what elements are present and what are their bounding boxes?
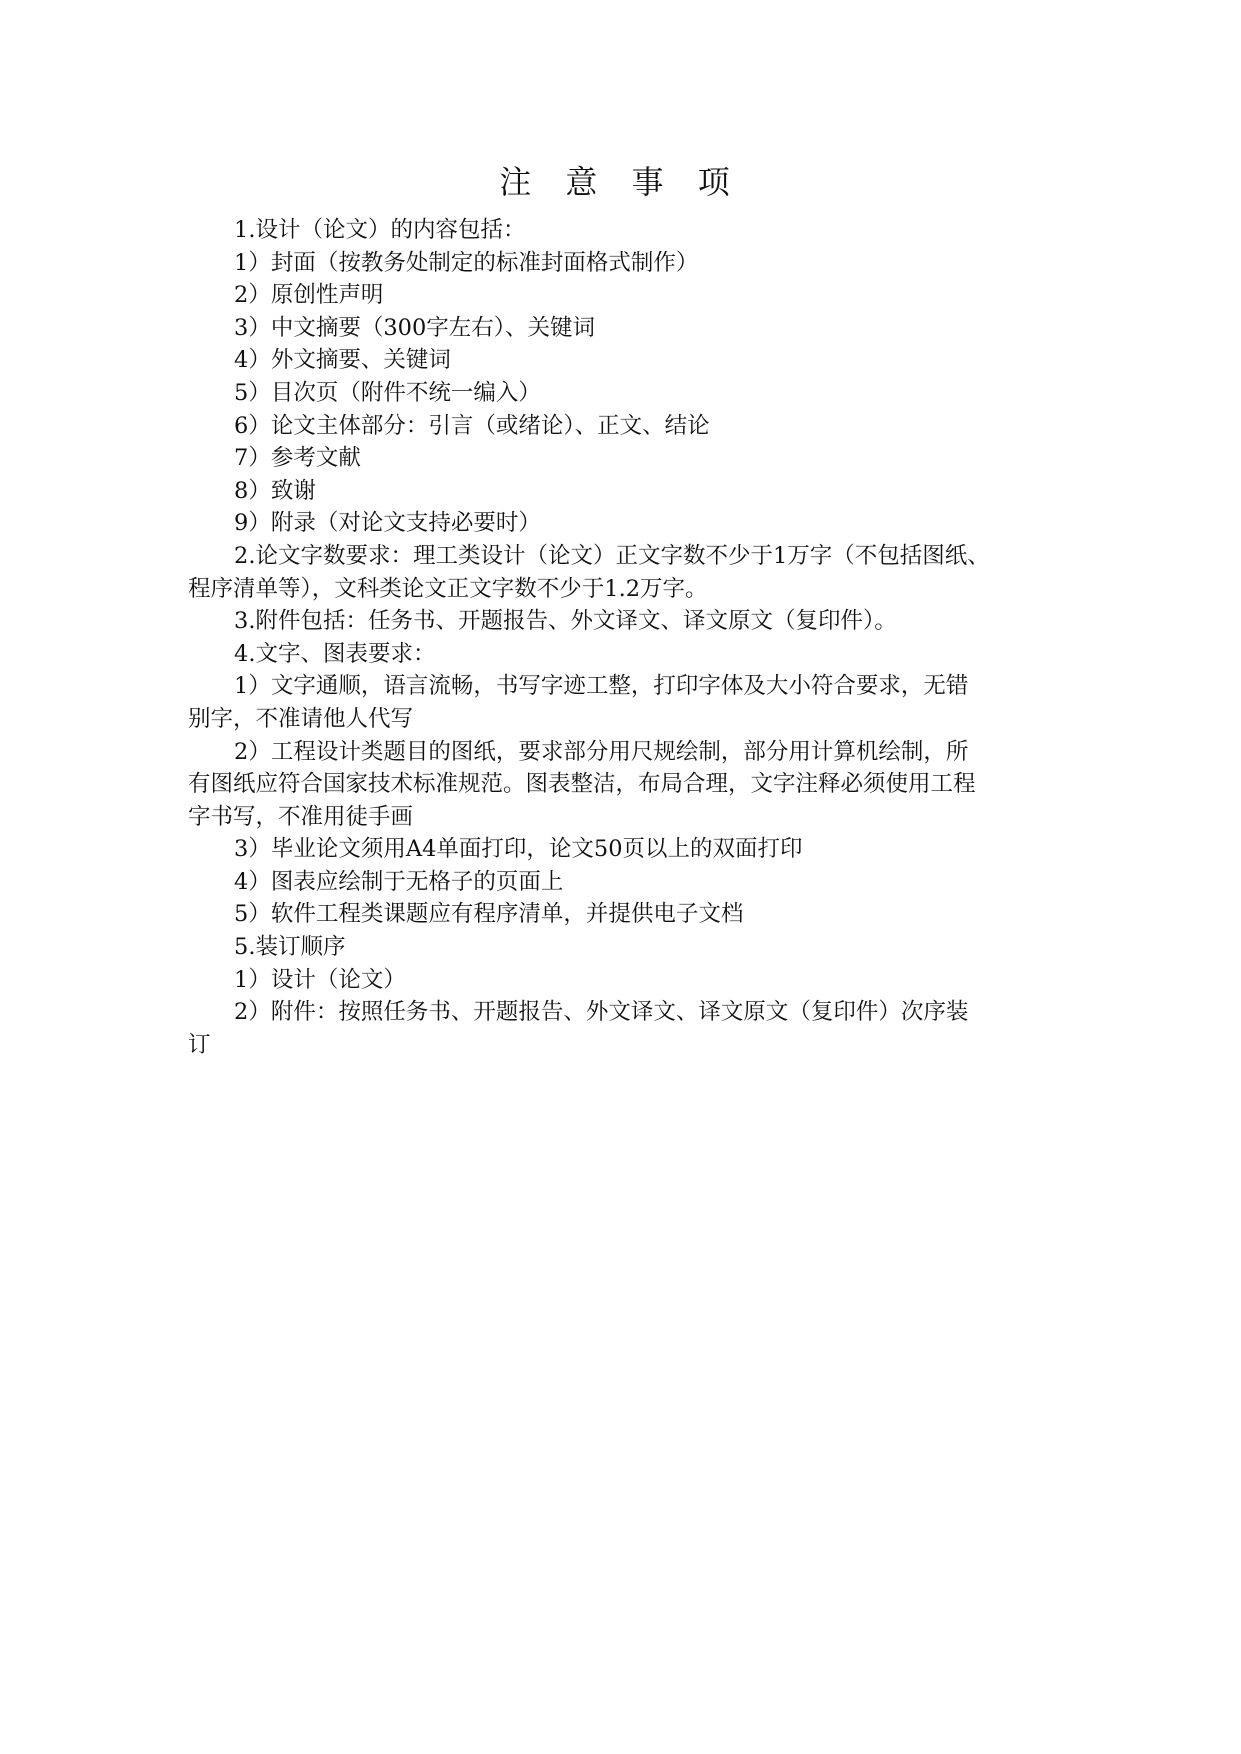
- list-item: 8）致谢: [234, 477, 316, 504]
- list-item: 5.装订顺序: [234, 934, 346, 961]
- list-item-continuation: 字书写，不准用徒手画: [188, 803, 414, 830]
- list-item: 5）目次页（附件不统一编入）: [234, 379, 541, 406]
- list-item: 1.设计（论文）的内容包括：: [234, 217, 526, 243]
- list-item-continuation: 订: [188, 1031, 211, 1058]
- list-item: 4）外文摘要、关键词: [234, 347, 451, 374]
- page-title: 注 意 事 项: [499, 163, 742, 201]
- list-item-continuation: 程序清单等），文科类论文正文字数不少于1.2万字。: [188, 575, 708, 602]
- list-item: 5）软件工程类课题应有程序清单，并提供电子文档: [234, 901, 744, 928]
- list-item: 1）封面（按教务处制定的标准封面格式制作）: [234, 249, 699, 276]
- list-item: 2）工程设计类题目的图纸，要求部分用尺规绘制，部分用计算机绘制，所: [234, 738, 969, 765]
- list-item: 4）图表应绘制于无格子的页面上: [234, 868, 564, 895]
- list-item: 3）毕业论文须用A4单面打印，论文50页以上的双面打印: [234, 836, 803, 863]
- list-item: 2.论文字数要求：理工类设计（论文）正文字数不少于1万字（不包括图纸、: [234, 542, 990, 569]
- list-item-continuation: 别字，不准请他人代写: [188, 705, 414, 732]
- list-item: 2）原创性声明: [234, 282, 384, 309]
- notice-body: [188, 214, 1056, 1061]
- list-item: 1）文字通顺，语言流畅，书写字迹工整，打印字体及大小符合要求，无错: [234, 673, 969, 700]
- list-item: 6）论文主体部分：引言（或绪论）、正文、结论: [234, 412, 710, 439]
- list-item: 9）附录（对论文支持必要时）: [234, 510, 541, 537]
- list-item: 3）中文摘要（300字左右）、关键词: [234, 314, 596, 341]
- list-item: 4.文字、图表要求：: [234, 640, 436, 667]
- list-item: 1）设计（论文）: [234, 966, 406, 993]
- list-item: 2）附件：按照任务书、开题报告、外文译文、译文原文（复印件）次序装: [234, 999, 969, 1026]
- list-item-continuation: 有图纸应符合国家技术标准规范。图表整洁，布局合理，文字注释必须使用工程: [188, 771, 976, 798]
- list-item: 7）参考文献: [234, 445, 361, 472]
- list-item: 3.附件包括：任务书、开题报告、外文译文、译文原文（复印件）。: [234, 608, 897, 635]
